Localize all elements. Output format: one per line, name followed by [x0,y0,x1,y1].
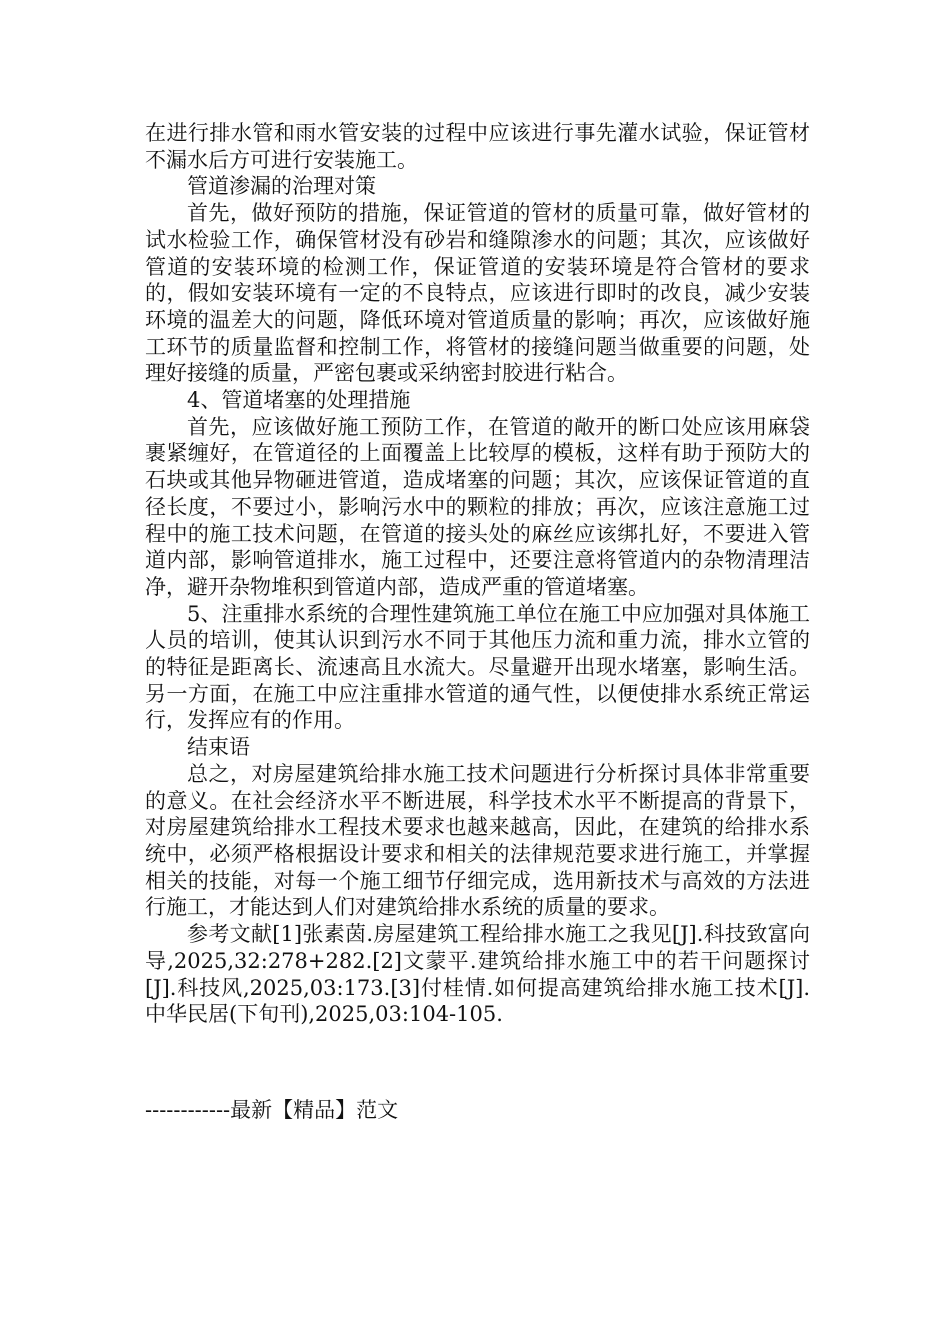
paragraph-conclusion: 总之，对房屋建筑给排水施工技术问题进行分析探讨具体非常重要的意义。在社会经济水平不断进展，科学技术水平不断提高的背景下，对房屋建筑给排水工程技术要求也越来越高，因此，在建筑的给排水系统中，必须严格根据设计要求和相关的法律规范要求进行施工，并掌握相关的技能，对每一个施工细节仔细完成，选用新技术与高效的方法进行施工，才能达到人们对建筑给排水系统的质量的要求。 [145,761,810,920]
footer-text: ------------最新【精品】范文 [145,1098,399,1122]
paragraph-references: 参考文献[1]张素茵.房屋建筑工程给排水施工之我见[J].科技致富向导,2025,32:278+282.[2]文蒙平.建筑给排水施工中的若干问题探讨[J].科技风,2025,03:173.[3]付桂情.如何提高建筑给排水施工技术[J].中华民居(下旬刊),2025,03:104-105. [145,922,810,1027]
heading-conclusion: 结束语 [187,735,250,760]
document-body [145,120,810,1028]
paragraph-intro-continuation: 在进行排水管和雨水管安装的过程中应该进行事先灌水试验，保证管材不漏水后方可进行安装施工。 [145,121,810,172]
heading-leak-countermeasures: 管道渗漏的治理对策 [187,174,376,199]
paragraph-leak-measures: 首先，做好预防的措施，保证管道的管材的质量可靠，做好管材的试水检验工作，确保管材没有砂岩和缝隙渗水的问题；其次，应该做好管道的安装环境的检测工作，保证管道的安装环境是符合管材的要求的，假如安装环境有一定的不良特点，应该进行即时的改良，减少安装环境的温差大的问题，降低环境对管道质量的影响；再次，应该做好施工环节的质量监督和控制工作，将管材的接缝问题当做重要的问题，处理好接缝的质量，严密包裹或采纳密封胶进行粘合。 [145,201,810,386]
paragraph-blockage-measures: 首先，应该做好施工预防工作，在管道的敞开的断口处应该用麻袋裹紧缠好，在管道径的上面覆盖上比较厚的模板，这样有助于预防大的石块或其他异物砸进管道，造成堵塞的问题；其次，应该保证管道的直径长度，不要过小，影响污水中的颗粒的排放；再次，应该注意施工过程中的施工技术问题，在管道的接头处的麻丝应该绑扎好，不要进入管道内部，影响管道排水，施工过程中，还要注意将管道内的杂物清理洁净，避开杂物堆积到管道内部，造成严重的管道堵塞。 [145,414,810,599]
heading-blockage-measures: 4、管道堵塞的处理措施 [187,388,411,413]
paragraph-drainage-system: 5、注重排水系统的合理性建筑施工单位在施工中应加强对具体施工人员的培训，使其认识到污水不同于其他压力流和重力流，排水立管的的特征是距离长、流速高且水流大。尽量避开出现水堵塞，影响生活。另一方面，在施工中应注重排水管道的通气性，以便使排水系统正常运行，发挥应有的作用。 [145,601,810,733]
